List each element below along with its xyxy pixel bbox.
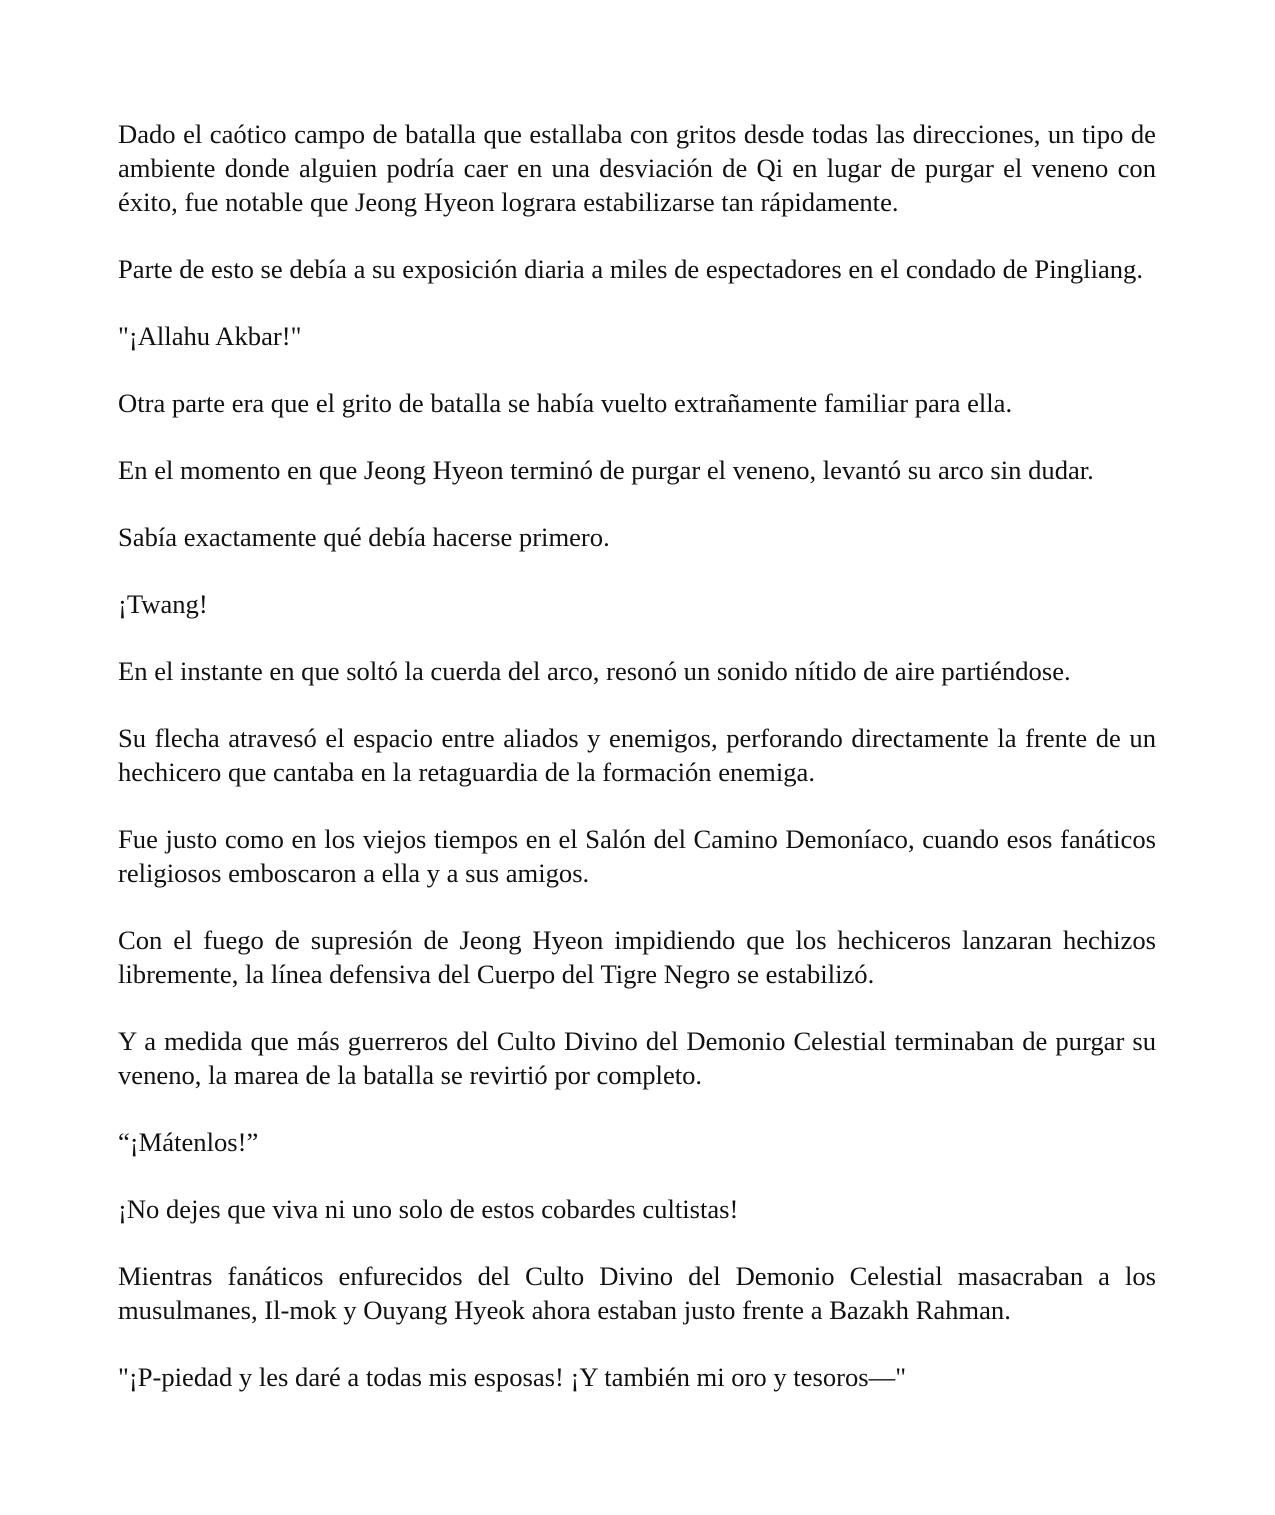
paragraph: "¡Allahu Akbar!" [118,321,302,351]
paragraph: ¡No dejes que viva ni uno solo de estos cobardes cultistas! [118,1194,739,1224]
paragraph: Sabía exactamente qué debía hacerse primero. [118,522,610,552]
paragraph: Y a medida que más guerreros del Culto Divino del Demonio Celestial terminaban de purgar su veneno, la marea de la batalla se revirtió por completo. [118,1026,1156,1090]
paragraph: Con el fuego de supresión de Jeong Hyeon impidiendo que los hechiceros lanzaran hechizos libremente, la línea defensiva del Cuerpo del Tigre Negro se estabilizó. [118,925,1156,989]
document-page [118,117,1156,1427]
paragraph: ¡Twang! [118,589,208,619]
paragraph: Parte de esto se debía a su exposición diaria a miles de espectadores en el condado de Pingliang. [118,254,1144,284]
paragraph: En el momento en que Jeong Hyeon terminó de purgar el veneno, levantó su arco sin dudar. [118,455,1094,485]
paragraph: Otra parte era que el grito de batalla se había vuelto extrañamente familiar para ella. [118,388,1013,418]
paragraph: "¡P-piedad y les daré a todas mis esposas! ¡Y también mi oro y tesoros—" [118,1362,907,1392]
paragraph: En el instante en que soltó la cuerda del arco, resonó un sonido nítido de aire partiéndose. [118,656,1071,686]
paragraph: Fue justo como en los viejos tiempos en el Salón del Camino Demoníaco, cuando esos fanáticos religiosos emboscaron a ella y a sus amigos. [118,824,1156,888]
paragraph: Mientras fanáticos enfurecidos del Culto Divino del Demonio Celestial masacraban a los musulmanes, Il-mok y Ouyang Hyeok ahora estaban justo frente a Bazakh Rahman. [118,1261,1156,1325]
paragraph: Dado el caótico campo de batalla que estallaba con gritos desde todas las direcciones, un tipo de ambiente donde alguien podría caer en una desviación de Qi en lugar de purgar el veneno con éxito, fue notable que Jeong Hyeon lograra estabilizarse tan rápidamente. [118,119,1156,217]
paragraph: “¡Mátenlos!” [118,1127,259,1157]
paragraph: Su flecha atravesó el espacio entre aliados y enemigos, perforando directamente la frente de un hechicero que cantaba en la retaguardia de la formación enemiga. [118,723,1156,787]
